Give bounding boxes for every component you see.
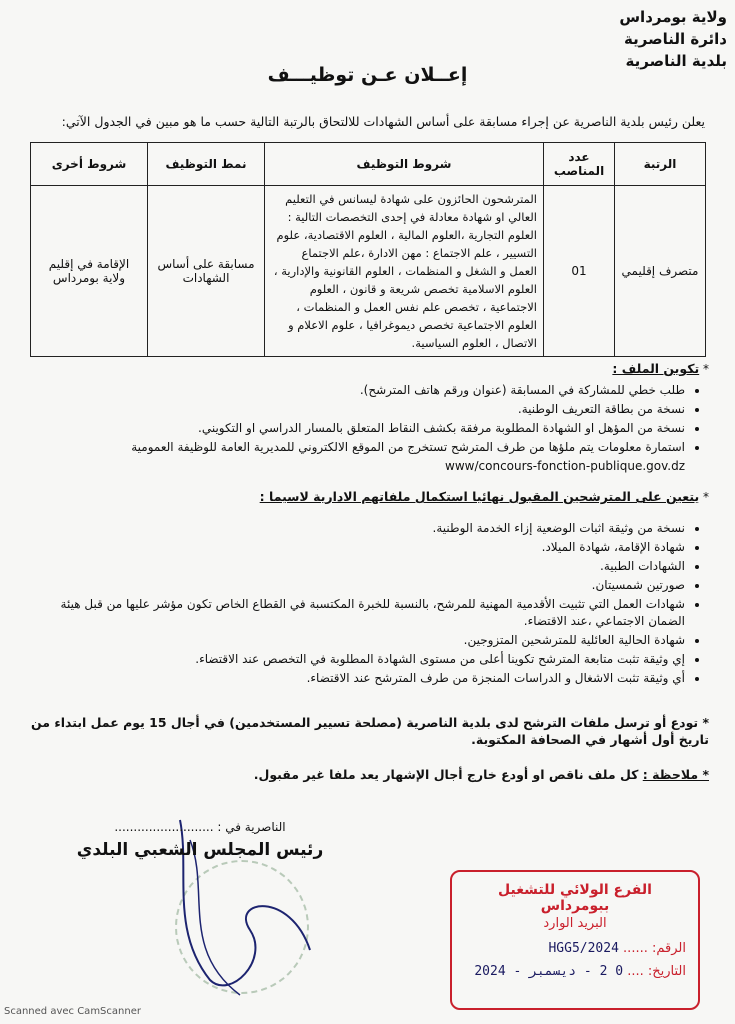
list-item: • شهادات العمل التي تثبيت الأقدمية المهنية للمرشح، بالنسبة للخبرة المكتسبة في القطاع الخاص تكون مؤشر عليها من قبل هيئة الضمان الاجتماعي ،عند الاقتضاء. xyxy=(26,596,685,630)
col-rank: الرتبة xyxy=(615,143,706,186)
list-item: • نسخة من المؤهل او الشهادة المطلوبة مرفقة بكشف النقاط المتعلق بالمسار الدراسي او التكويني. xyxy=(26,420,685,437)
list-item: • شهادة الحالية العائلية للمترشحين المتزوجين. xyxy=(26,632,685,649)
table-header-row xyxy=(31,143,706,186)
stamp-date-label: التاريخ: xyxy=(647,964,686,979)
commune-line: بلدية الناصرية xyxy=(625,52,727,70)
reception-stamp xyxy=(450,870,700,1010)
col-other: شروط أخرى xyxy=(31,143,148,186)
signature-place-date: الناصرية في : .......................... xyxy=(114,820,286,834)
note-text: كل ملف ناقص او أودع خارج أجال الإشهار يعد ملفا غير مقبول. xyxy=(253,767,639,782)
cell-other: الإقامة في إقليم ولاية بومرداس xyxy=(31,186,148,357)
col-conditions: شروط التوظيف xyxy=(265,143,544,186)
cell-rank: متصرف إقليمي xyxy=(615,186,706,357)
cell-mode: مسابقة على أساس الشهادات xyxy=(148,186,265,357)
list-item: • استمارة معلومات يتم ملؤها من طرف المترشح تستخرج من الموقع الالكتروني للمديرية العامة للوظيفة العمومية xyxy=(26,439,685,456)
note-paragraph xyxy=(26,766,709,783)
stamp-number-value: HGG5/2024 xyxy=(548,941,619,956)
stamp-date-row: التاريخ: .... 0 2 - ديسمبر - 2024 xyxy=(474,964,686,979)
note-label: * ملاحظة : xyxy=(642,767,709,782)
daira-line: دائرة الناصرية xyxy=(624,30,727,48)
list-item: • إي وثيقة تثبت متابعة المترشح تكوينا أعلى من مستوى الشهادة المطلوبة في التخصص عند الاقتضاء. xyxy=(26,651,685,668)
stamp-office: الفرع الولائي للتشغيل ببومرداس xyxy=(498,882,652,914)
list-item: • صورتين شمسيتان. xyxy=(26,577,685,594)
stamp-mail-label: البريد الوارد xyxy=(543,916,607,931)
wilaya-line: ولاية بومرداس xyxy=(619,8,727,26)
col-mode: نمط التوظيف xyxy=(148,143,265,186)
stamp-number-label: الرقم: xyxy=(652,941,686,956)
letterhead xyxy=(619,6,727,72)
list-item: • نسخة من بطاقة التعريف الوطنية. xyxy=(26,401,685,418)
cell-conditions: المترشحون الحائزون على شهادة ليسانس في التعليم العالي او شهادة معادلة في إحدى التخصصات التالية : العلوم التجارية ،العلوم المالية ، العلوم الاقتصادية، علوم التسيير ، علم الاجتماع : مهن الادارة ،علم الاجتماع العمل و الشغل و المنظمات ، العلوم القانونية والإدارية ، العلوم الاسلامية تخصص شريعة و قانون ، العلوم الاجتماعية ، تخصص علم نفس العمل و المنظمات ، العلوم الاجتماعية تخصص ديموغرافيا ، علوم الاعلام و الاتصال ، العلوم السياسية. xyxy=(265,186,544,357)
list-item: • طلب خطي للمشاركة في المسابقة (عنوان ورقم هاتف المترشح). xyxy=(26,382,685,399)
list-item: • الشهادات الطبية. xyxy=(26,558,685,575)
cell-positions: 01 xyxy=(544,186,615,357)
list-item: • نسخة من وثيقة اثبات الوضعية إزاء الخدمة الوطنية. xyxy=(26,520,685,537)
list-item: • شهادة الإقامة، شهادة الميلاد. xyxy=(26,539,685,556)
stamp-date-value: 0 2 - ديسمبر - 2024 xyxy=(474,964,624,979)
recruitment-table xyxy=(30,142,706,357)
scanner-watermark: Scanned avec CamScanner xyxy=(4,1006,141,1017)
file-section-heading: تكوين الملف : xyxy=(612,361,700,376)
col-positions: عدد المناصب xyxy=(544,143,615,186)
signature-block xyxy=(70,820,330,860)
stamp-number-row: الرقم: ...... HGG5/2024 xyxy=(548,941,686,956)
accepted-section: * يتعين على المترشحين المقبول نهائيا استكمال ملفاتهم الادارية لاسيما : • نسخة من وثيقة اثبات الوضعية إزاء الخدمة الوطنية. • شهادة الإقامة، شهادة الميلاد. • الشهادات الطبية. • صورتين شمسيتان. • شهادات العمل التي تثبيت الأقدمية المهنية للمرشح، بالنسبة للخبرة المكتسبة في القطاع الخاص تكون مؤشر عليها من قبل هيئة الضمان الاجتماعي ،عند الاقتضاء. • شهادة الحالية العائلية للمترشحين المتزوجين. • إي وثيقة تثبت متابعة المترشح تكوينا أعلى من مستوى الشهادة المطلوبة في التخصص عند الاقتضاء. • أي وثيقة تثبت الاشغال و الدراسات المنجزة من طرف المترشح عند الاقتضاء. xyxy=(26,488,709,689)
deposit-paragraph: * تودع أو ترسل ملفات الترشح لدى بلدية الناصرية (مصلحة تسيير المستخدمين) في أجال 15 يوم عمل ابتداء من تاريخ أول أشهار في الصحافة المكتوبة. xyxy=(30,715,709,747)
accepted-section-heading: يتعين على المترشحين المقبول نهائيا استكمال ملفاتهم الادارية لاسيما : xyxy=(259,489,700,504)
table-row xyxy=(31,186,706,357)
file-section: * تكوين الملف : • طلب خطي للمشاركة في المسابقة (عنوان ورقم هاتف المترشح). • نسخة من بطاقة التعريف الوطنية. • نسخة من المؤهل او الشهادة المطلوبة مرفقة بكشف النقاط المتعلق بالمسار الدراسي او التكويني. • استمارة معلومات يتم ملؤها من طرف المترشح تستخرج من الموقع الالكتروني للمديرية العامة للوظيفة العمومية www/concours-fonction-publique.gov.dz xyxy=(26,360,709,475)
signature-title: رئيس المجلس الشعبي البلدي xyxy=(76,840,324,860)
page-title: إعــلان عـن توظيـــف xyxy=(267,64,468,86)
website-url: www/concours-fonction-publique.gov.dz xyxy=(445,459,685,473)
intro-paragraph: يعلن رئيس بلدية الناصرية عن إجراء مسابقة على أساس الشهادات للالتحاق بالرتبة التالية حسب ما هو مبين في الجدول الآتي: xyxy=(61,114,705,129)
list-item: • أي وثيقة تثبت الاشغال و الدراسات المنجزة من طرف المترشح عند الاقتضاء. xyxy=(26,670,685,687)
